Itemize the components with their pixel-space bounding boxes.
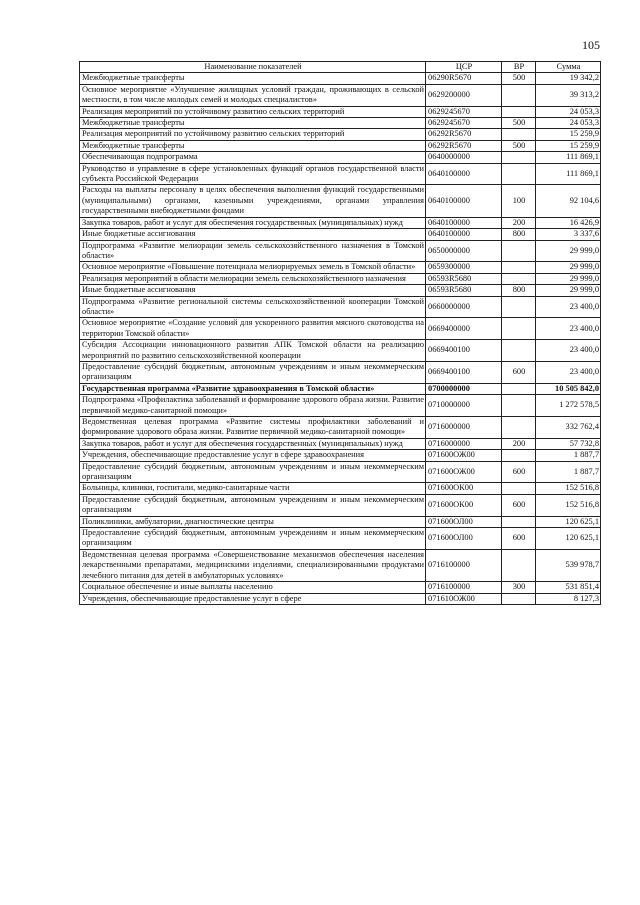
cell-name: Иные бюджетные ассигнования <box>80 229 426 240</box>
table-row <box>80 163 601 185</box>
cell-vr: 300 <box>502 582 536 593</box>
cell-vr: 600 <box>502 361 536 383</box>
cell-name: Межбюджетные трансферты <box>80 140 426 151</box>
cell-csr: 071600ОЖ00 <box>426 450 502 461</box>
cell-csr: 0659300000 <box>426 262 502 273</box>
cell-name: Реализация мероприятий в области мелиорации земель сельскохозяйственного назначения <box>80 273 426 284</box>
cell-csr: 0669400100 <box>426 361 502 383</box>
cell-name: Учреждения, обеспечивающие предоставление услуг в сфере здравоохранения <box>80 450 426 461</box>
cell-sum: 1 887,7 <box>536 461 601 483</box>
cell-csr: 06292R5670 <box>426 129 502 140</box>
column-header-vr: ВР <box>502 62 536 73</box>
cell-sum: 1 887,7 <box>536 450 601 461</box>
table-row <box>80 152 601 163</box>
cell-csr: 0710000000 <box>426 395 502 417</box>
cell-sum: 29 999,0 <box>536 273 601 284</box>
cell-name: Предоставление субсидий бюджетным, автономным учреждениям и иным некоммерческим организациям <box>80 361 426 383</box>
cell-sum: 23 400,0 <box>536 296 601 318</box>
cell-sum: 3 337,6 <box>536 229 601 240</box>
cell-name: Ведомственная целевая программа «Развитие системы профилактики заболеваний и формирование здорового образа жизни. Развитие первичной медико-санитарной помощи» <box>80 417 426 439</box>
table-row <box>80 395 601 417</box>
cell-vr: 500 <box>502 73 536 84</box>
cell-sum: 23 400,0 <box>536 318 601 340</box>
table-row <box>80 296 601 318</box>
cell-sum: 24 053,3 <box>536 118 601 129</box>
table-row <box>80 417 601 439</box>
cell-name: Межбюджетные трансферты <box>80 118 426 129</box>
cell-vr <box>502 296 536 318</box>
cell-name: Иные бюджетные ассигнования <box>80 285 426 296</box>
table-row <box>80 217 601 228</box>
cell-vr <box>502 84 536 106</box>
cell-sum: 29 999,0 <box>536 285 601 296</box>
cell-sum: 24 053,3 <box>536 106 601 117</box>
cell-name: Реализация мероприятий по устойчивому развитию сельских территорий <box>80 106 426 117</box>
cell-name: Учреждения, обеспечивающие предоставление услуг в сфере <box>80 593 426 604</box>
cell-csr: 0716000000 <box>426 438 502 449</box>
cell-csr: 071610ОЖ00 <box>426 593 502 604</box>
cell-name: Закупка товаров, работ и услуг для обеспечения государственных (муниципальных) нужд <box>80 438 426 449</box>
cell-name: Подпрограмма «Профилактика заболеваний и формирование здорового образа жизни. Развитие первичной медико-санитарной помощи» <box>80 395 426 417</box>
cell-sum: 332 762,4 <box>536 417 601 439</box>
cell-vr <box>502 340 536 362</box>
table-row <box>80 483 601 494</box>
cell-name: Государственная программа «Развитие здравоохранения в Томской области» <box>80 383 426 394</box>
cell-csr: 06290R5670 <box>426 73 502 84</box>
table-row <box>80 549 601 581</box>
cell-sum: 531 851,4 <box>536 582 601 593</box>
cell-vr <box>502 240 536 262</box>
cell-sum: 15 259,9 <box>536 140 601 151</box>
cell-sum: 16 426,9 <box>536 217 601 228</box>
cell-name: Основное мероприятие «Улучшение жилищных условий граждан, проживающих в сельской местности, в том числе молодых семей и молодых специалистов» <box>80 84 426 106</box>
table-row <box>80 383 601 394</box>
cell-csr: 0669400100 <box>426 340 502 362</box>
cell-name: Межбюджетные трансферты <box>80 73 426 84</box>
cell-csr: 0629245670 <box>426 118 502 129</box>
cell-vr <box>502 273 536 284</box>
cell-vr <box>502 395 536 417</box>
cell-name: Основное мероприятие «Создание условий для ускоренного развития мясного скотоводства на территории Томской области» <box>80 318 426 340</box>
page-number: 105 <box>582 38 600 52</box>
cell-vr <box>502 129 536 140</box>
cell-sum: 152 516,8 <box>536 483 601 494</box>
cell-name: Расходы на выплаты персоналу в целях обеспечения выполнения функций государственными (муниципальными) органами, казенными учреждениями, органами управления государственными внебюджетными фондами <box>80 185 426 217</box>
cell-vr <box>502 262 536 273</box>
cell-vr <box>502 417 536 439</box>
table-row <box>80 84 601 106</box>
table-row <box>80 582 601 593</box>
cell-sum: 120 625,1 <box>536 528 601 550</box>
cell-name: Поликлиники, амбулатории, диагностические центры <box>80 516 426 527</box>
cell-csr: 071600ОЖ00 <box>426 461 502 483</box>
cell-vr: 800 <box>502 229 536 240</box>
cell-name: Больницы, клиники, госпитали, медико-санитарные части <box>80 483 426 494</box>
table-row <box>80 528 601 550</box>
cell-vr <box>502 318 536 340</box>
cell-name: Предоставление субсидий бюджетным, автономным учреждениям и иным некоммерческим организациям <box>80 461 426 483</box>
cell-csr: 0629245670 <box>426 106 502 117</box>
cell-csr: 071600ОК00 <box>426 483 502 494</box>
cell-csr: 0640000000 <box>426 152 502 163</box>
cell-vr <box>502 152 536 163</box>
cell-sum: 10 505 842,0 <box>536 383 601 394</box>
table-row <box>80 262 601 273</box>
cell-vr: 200 <box>502 217 536 228</box>
cell-vr: 600 <box>502 461 536 483</box>
cell-csr: 0716100000 <box>426 549 502 581</box>
cell-csr: 06292R5670 <box>426 140 502 151</box>
cell-csr: 0640100000 <box>426 185 502 217</box>
cell-sum: 57 732,8 <box>536 438 601 449</box>
cell-sum: 111 869,1 <box>536 163 601 185</box>
cell-csr: 06593R5680 <box>426 285 502 296</box>
cell-csr: 0650000000 <box>426 240 502 262</box>
cell-vr <box>502 593 536 604</box>
table-row <box>80 494 601 516</box>
cell-sum: 8 127,3 <box>536 593 601 604</box>
cell-csr: 0700000000 <box>426 383 502 394</box>
cell-name: Реализация мероприятий по устойчивому развитию сельских территорий <box>80 129 426 140</box>
cell-sum: 92 104,6 <box>536 185 601 217</box>
cell-vr: 200 <box>502 438 536 449</box>
cell-csr: 071600ОЛ00 <box>426 516 502 527</box>
table-row <box>80 273 601 284</box>
cell-sum: 29 999,0 <box>536 262 601 273</box>
table-row <box>80 185 601 217</box>
cell-vr <box>502 516 536 527</box>
table-row <box>80 229 601 240</box>
cell-csr: 06593R5680 <box>426 273 502 284</box>
cell-vr: 500 <box>502 118 536 129</box>
cell-sum: 29 999,0 <box>536 240 601 262</box>
table-row <box>80 593 601 604</box>
cell-sum: 39 313,2 <box>536 84 601 106</box>
column-header-sum: Сумма <box>536 62 601 73</box>
cell-name: Предоставление субсидий бюджетным, автономным учреждениям и иным некоммерческим организациям <box>80 494 426 516</box>
cell-sum: 152 516,8 <box>536 494 601 516</box>
table-row <box>80 361 601 383</box>
cell-csr: 0640100000 <box>426 163 502 185</box>
table-row <box>80 140 601 151</box>
table-row <box>80 450 601 461</box>
cell-sum: 539 978,7 <box>536 549 601 581</box>
cell-csr: 071600ОЛ00 <box>426 528 502 550</box>
cell-vr <box>502 549 536 581</box>
cell-name: Субсидия Ассоциации инновационного развития АПК Томской области на реализацию мероприятий по развитию сельскохозяйственной кооперации <box>80 340 426 362</box>
cell-csr: 0660000000 <box>426 296 502 318</box>
cell-name: Руководство и управление в сфере установленных функций органов государственной власти субъекта Российской Федерации <box>80 163 426 185</box>
cell-name: Предоставление субсидий бюджетным, автономным учреждениям и иным некоммерческим организациям <box>80 528 426 550</box>
cell-vr <box>502 483 536 494</box>
cell-sum: 120 625,1 <box>536 516 601 527</box>
cell-sum: 1 272 578,5 <box>536 395 601 417</box>
cell-vr: 600 <box>502 528 536 550</box>
cell-csr: 0716000000 <box>426 417 502 439</box>
cell-name: Подпрограмма «Развитие региональной системы сельскохозяйственной кооперации Томской области» <box>80 296 426 318</box>
table-row <box>80 318 601 340</box>
cell-vr <box>502 163 536 185</box>
cell-name: Основное мероприятие «Повышение потенциала мелиорируемых земель в Томской области» <box>80 262 426 273</box>
table-row <box>80 118 601 129</box>
cell-vr <box>502 106 536 117</box>
column-header-csr: ЦСР <box>426 62 502 73</box>
budget-table <box>79 61 601 605</box>
cell-csr: 071600ОК00 <box>426 494 502 516</box>
cell-csr: 0669400000 <box>426 318 502 340</box>
table-row <box>80 73 601 84</box>
table-header-row <box>80 62 601 73</box>
cell-vr <box>502 450 536 461</box>
cell-name: Закупка товаров, работ и услуг для обеспечения государственных (муниципальных) нужд <box>80 217 426 228</box>
cell-sum: 23 400,0 <box>536 340 601 362</box>
table-row <box>80 285 601 296</box>
cell-sum: 23 400,0 <box>536 361 601 383</box>
table-row <box>80 106 601 117</box>
cell-csr: 0640100000 <box>426 217 502 228</box>
cell-csr: 0716100000 <box>426 582 502 593</box>
cell-vr <box>502 383 536 394</box>
table-row <box>80 461 601 483</box>
cell-name: Обеспечивающая подпрограмма <box>80 152 426 163</box>
cell-csr: 0640100000 <box>426 229 502 240</box>
cell-vr: 100 <box>502 185 536 217</box>
cell-sum: 111 869,1 <box>536 152 601 163</box>
cell-sum: 19 342,2 <box>536 73 601 84</box>
column-header-name: Наименование показателей <box>80 62 426 73</box>
table-row <box>80 340 601 362</box>
cell-vr: 800 <box>502 285 536 296</box>
cell-name: Ведомственная целевая программа «Совершенствование механизмов обеспечения населения лекарственными препаратами, медицинскими изделиями, специализированными продуктами лечебного питания для детей в амбулаторных условиях» <box>80 549 426 581</box>
table-row <box>80 516 601 527</box>
cell-name: Социальное обеспечение и иные выплаты населению <box>80 582 426 593</box>
cell-name: Подпрограмма «Развитие мелиорации земель сельскохозяйственного назначения в Томской области» <box>80 240 426 262</box>
table-row <box>80 240 601 262</box>
cell-sum: 15 259,9 <box>536 129 601 140</box>
cell-vr: 500 <box>502 140 536 151</box>
cell-csr: 0629200000 <box>426 84 502 106</box>
table-row <box>80 438 601 449</box>
cell-vr: 600 <box>502 494 536 516</box>
table-row <box>80 129 601 140</box>
